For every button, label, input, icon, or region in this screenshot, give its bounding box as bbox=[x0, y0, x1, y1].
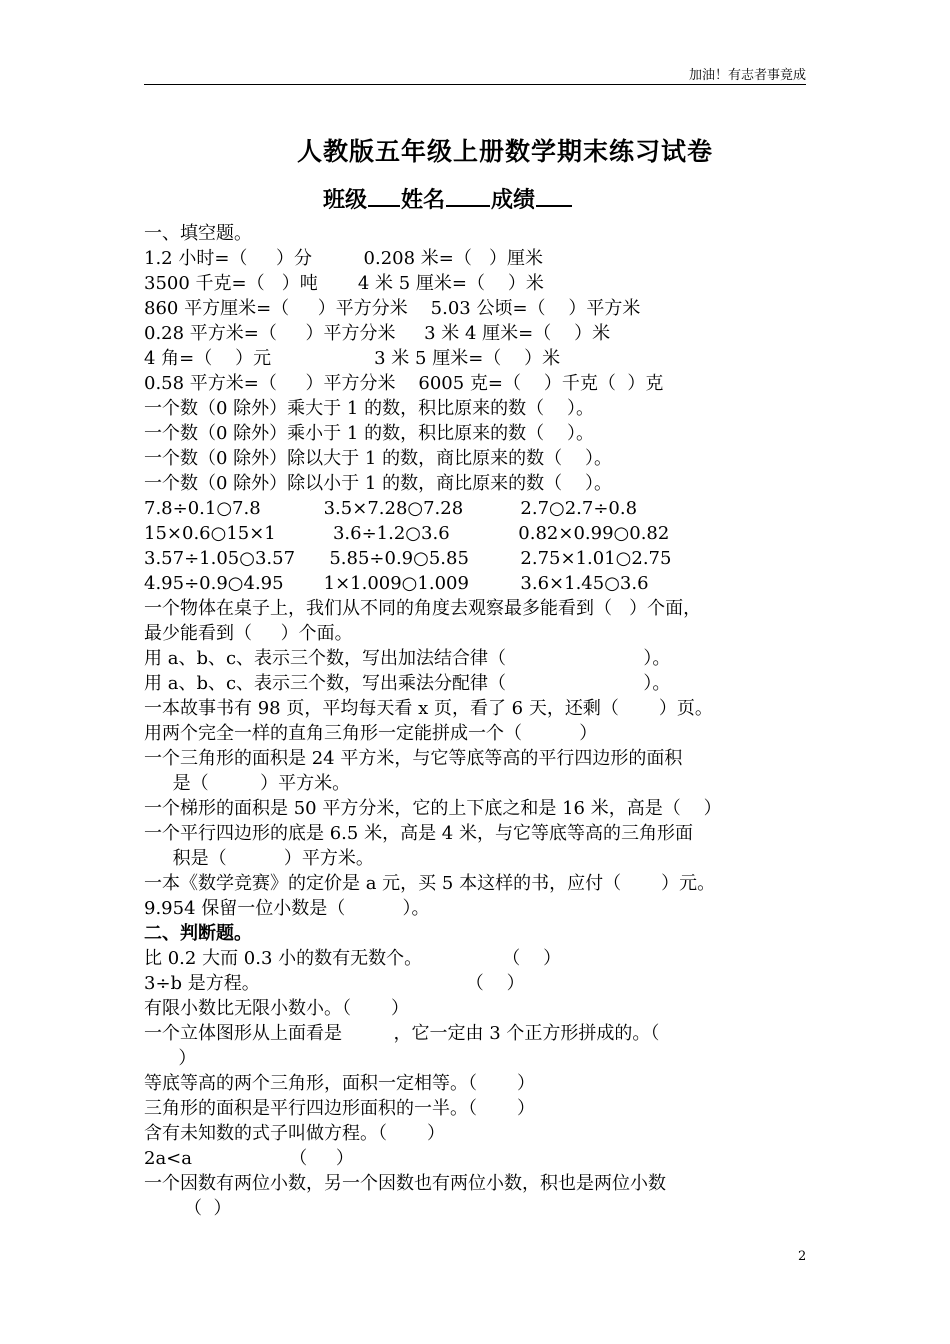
question-line: 最少能看到（ ）个面。 bbox=[144, 623, 353, 644]
question-line: 一个平行四边形的底是 6.5 米，高是 4 米，与它等底等高的三角形面 bbox=[144, 823, 693, 844]
page-header: 加油！有志者事竟成 bbox=[688, 68, 806, 83]
question-line: 一个数（0 除外）乘大于 1 的数，积比原来的数（ ）。 bbox=[144, 398, 594, 419]
question-line: （ ） bbox=[144, 1198, 232, 1219]
exam-content bbox=[144, 221, 812, 1221]
question-line: 一个数（0 除外）除以大于 1 的数，商比原来的数（ ）。 bbox=[144, 448, 612, 469]
question-line: 9.954 保留一位小数是（ ）。 bbox=[144, 898, 430, 919]
question-line: 一个梯形的面积是 50 平方分米，它的上下底之和是 16 米，高是（ ） bbox=[144, 798, 722, 819]
section-heading-true-false: 二、判断题。 bbox=[144, 923, 252, 944]
question-line: 7.8÷0.1○7.8 3.5×7.28○7.28 2.7○2.7÷0.8 bbox=[144, 498, 638, 519]
name-label: 姓名 bbox=[401, 187, 446, 213]
question-line: 0.58 平方米=（ ）平方分米 6005 克=（ ）千克（ ）克 bbox=[144, 373, 664, 394]
question-line: 三角形的面积是平行四边形面积的一半。（ ） bbox=[144, 1098, 536, 1119]
page-number: 2 bbox=[798, 1249, 807, 1264]
question-line: 1.2 小时=（ ）分 0.208 米=（ ）厘米 bbox=[144, 248, 544, 269]
question-line: 一本《数学竞赛》的定价是 a 元，买 5 本这样的书，应付（ ）元。 bbox=[144, 873, 716, 894]
class-label: 班级 bbox=[323, 187, 368, 213]
question-line: 2a<a （ ） bbox=[144, 1148, 354, 1169]
class-blank bbox=[368, 185, 400, 207]
question-line: 一个立体图形从上面看是 ，它一定由 3 个正方形拼成的。（ bbox=[144, 1023, 660, 1044]
header-rule bbox=[144, 84, 806, 85]
section-heading-fill-blank: 一、填空题。 bbox=[144, 223, 252, 244]
question-line: 3500 千克=（ ）吨 4 米 5 厘米=（ ）米 bbox=[144, 273, 544, 294]
fill-blank-questions bbox=[144, 246, 812, 921]
question-line: 用 a、b、c、表示三个数，写出加法结合律（ ）。 bbox=[144, 648, 671, 669]
question-line: 用 a、b、c、表示三个数，写出乘法分配律（ ）。 bbox=[144, 673, 671, 694]
question-line: 一个数（0 除外）除以小于 1 的数，商比原来的数（ ）。 bbox=[144, 473, 612, 494]
score-label: 成绩 bbox=[491, 187, 536, 213]
question-line: 一个物体在桌子上，我们从不同的角度去观察最多能看到（ ）个面， bbox=[144, 598, 702, 619]
student-info-line bbox=[323, 183, 573, 214]
question-line: 4.95÷0.9○4.95 1×1.009○1.009 3.6×1.45○3.6 bbox=[144, 573, 649, 594]
question-line: 0.28 平方米=（ ）平方分米 3 米 4 厘米=（ ）米 bbox=[144, 323, 611, 344]
question-line: 4 角=（ ）元 3 米 5 厘米=（ ）米 bbox=[144, 348, 561, 369]
question-line: 一个数（0 除外）乘小于 1 的数，积比原来的数（ ）。 bbox=[144, 423, 594, 444]
score-blank bbox=[536, 185, 572, 207]
question-line: 15×0.6○15×1 3.6÷1.2○3.6 0.82×0.99○0.82 bbox=[144, 523, 670, 544]
question-line: 一个因数有两位小数，另一个因数也有两位小数，积也是两位小数 bbox=[144, 1173, 666, 1194]
question-line: 有限小数比无限小数小。（ ） bbox=[144, 998, 410, 1019]
question-line: ） bbox=[144, 1048, 197, 1069]
page-title: 人教版五年级上册数学期末练习试卷 bbox=[296, 137, 713, 166]
question-line: 积是（ ）平方米。 bbox=[144, 848, 374, 869]
question-line: 比 0.2 大而 0.3 小的数有无数个。 （ ） bbox=[144, 948, 562, 969]
question-line: 3.57÷1.05○3.57 5.85÷0.9○5.85 2.75×1.01○2.75 bbox=[144, 548, 672, 569]
question-line: 用两个完全一样的直角三角形一定能拼成一个（ ） bbox=[144, 723, 598, 744]
question-line: 含有未知数的式子叫做方程。（ ） bbox=[144, 1123, 446, 1144]
true-false-questions bbox=[144, 946, 812, 1221]
question-line: 860 平方厘米=（ ）平方分米 5.03 公顷=（ ）平方米 bbox=[144, 298, 641, 319]
question-line: 一个三角形的面积是 24 平方米，与它等底等高的平行四边形的面积 bbox=[144, 748, 683, 769]
name-blank bbox=[446, 185, 490, 207]
question-line: 是（ ）平方米。 bbox=[144, 773, 351, 794]
question-line: 等底等高的两个三角形，面积一定相等。（ ） bbox=[144, 1073, 536, 1094]
question-line: 一本故事书有 98 页，平均每天看 x 页，看了 6 天，还剩（ ）页。 bbox=[144, 698, 713, 719]
question-line: 3÷b 是方程。 （ ） bbox=[144, 973, 525, 994]
